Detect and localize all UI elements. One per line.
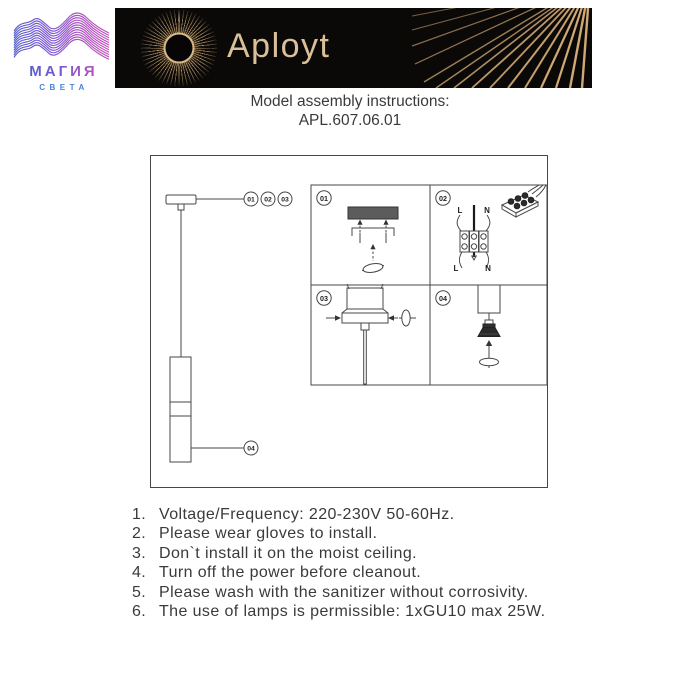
callout-01: 01 (247, 196, 255, 204)
instruction-number: 3. (132, 544, 147, 562)
instruction-item (132, 544, 545, 563)
panel-03-canopy-mounting (317, 284, 416, 384)
callout-labels (191, 192, 292, 455)
panel-04-label: 04 (439, 293, 447, 303)
callout-03: 03 (281, 196, 289, 204)
waves-icon (12, 10, 112, 62)
gu10-bulb (478, 320, 500, 337)
magia-logo-title: МАГИЯ (10, 63, 114, 80)
instruction-text: Don`t install it on the moist ceiling. (159, 544, 417, 562)
panel-01-label: 01 (320, 193, 328, 203)
aployt-brand-banner (115, 8, 592, 88)
panel-04-bulb-install (436, 285, 500, 368)
wire-label-L-bottom: L (453, 264, 459, 273)
sunburst-icon (141, 10, 217, 86)
instruction-text: Please wash with the sanitizer without corrosivity. (159, 583, 529, 601)
callout-04: 04 (247, 445, 255, 453)
wire-label-N-top: N (484, 206, 490, 215)
magia-sveta-logo (10, 10, 114, 92)
callout-02: 02 (264, 196, 272, 204)
instruction-number: 4. (132, 564, 147, 582)
wire-label-L-top: L (457, 206, 463, 215)
instruction-text: The use of lamps is permissible: 1xGU10 max 25W. (159, 603, 546, 621)
wire-label-N-bottom: N (485, 264, 491, 273)
instruction-number: 6. (132, 603, 147, 621)
panel-01-ceiling-bracket (317, 191, 398, 274)
instructions-list (132, 505, 545, 621)
terminal-connector-3d (502, 185, 546, 217)
instruction-number: 2. (132, 525, 147, 543)
instruction-item (132, 524, 545, 543)
assembly-diagram (150, 155, 548, 488)
title-line1: Model assembly instructions: (250, 93, 450, 110)
instruction-number: 5. (132, 583, 147, 601)
instruction-text: Voltage/Frequency: 220-230V 50-60Hz. (159, 506, 455, 523)
instruction-item (132, 563, 545, 582)
panel-03-label: 03 (320, 293, 328, 303)
title-line2-model-code: APL.607.06.01 (298, 111, 402, 129)
instruction-item (132, 583, 545, 602)
instruction-number: 1. (132, 506, 147, 523)
aployt-wordmark: Aployt (227, 26, 331, 65)
instruction-item (132, 602, 545, 621)
rays-icon (412, 8, 592, 88)
panel-02-wiring (436, 185, 546, 273)
magia-logo-subtitle: СВЕТА (39, 83, 89, 92)
instruction-text: Turn off the power before cleanout. (159, 564, 422, 582)
instruction-text: Please wear gloves to install. (159, 525, 378, 543)
pendant-lamp-drawing (166, 195, 196, 462)
page-title (0, 93, 700, 130)
panel-02-label: 02 (439, 193, 447, 203)
instruction-item (132, 505, 545, 524)
